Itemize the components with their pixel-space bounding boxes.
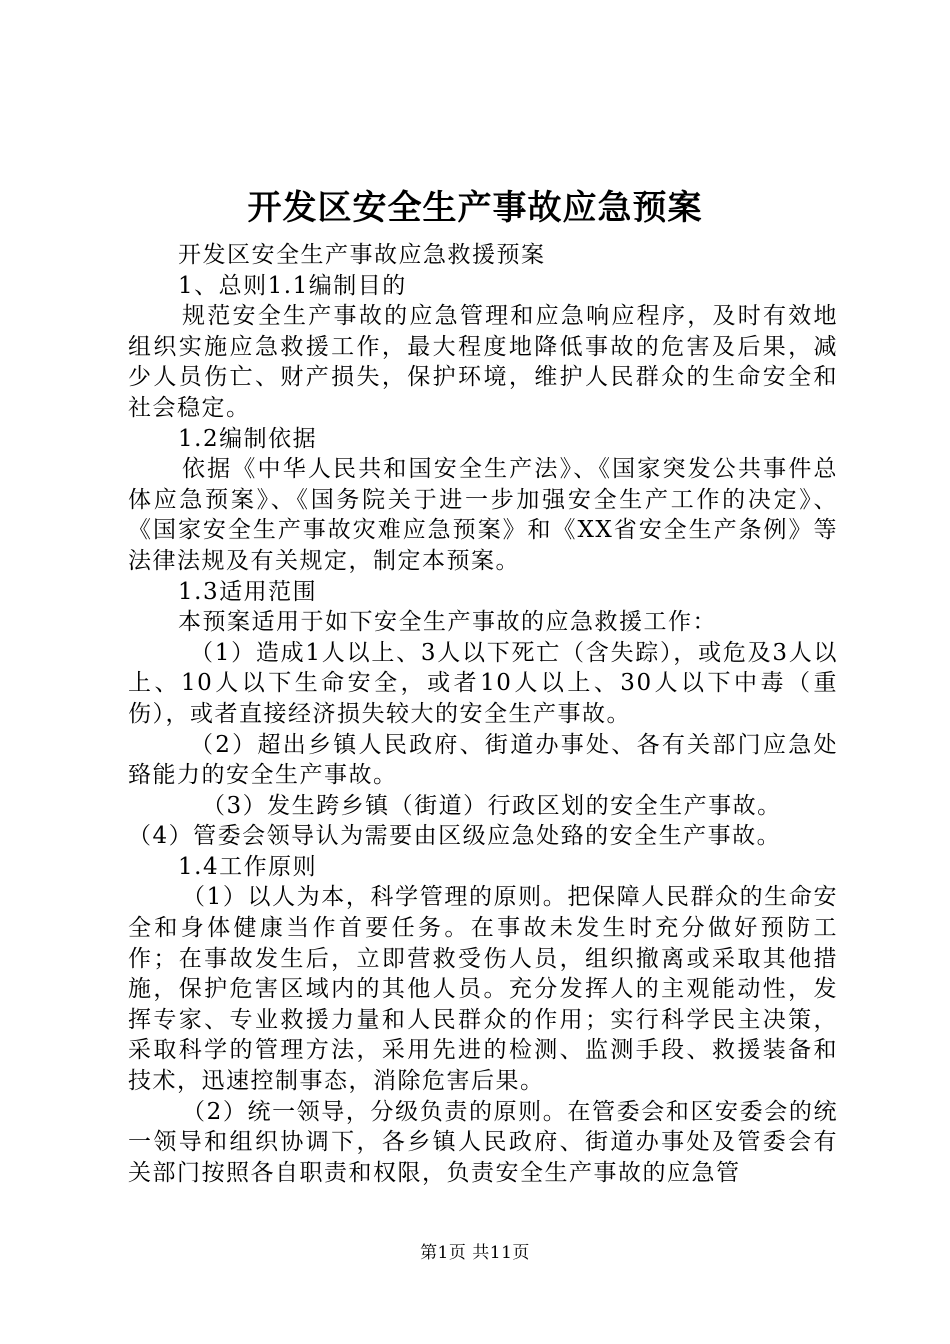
heading-principles: 1.4工作原则 <box>178 853 318 880</box>
page-footer: 第1页 共11页 <box>420 1243 530 1263</box>
paragraph-subtitle: 开发区安全生产事故应急救援预案 <box>178 242 546 268</box>
document-title: 开发区安全生产事故应急预案 <box>247 188 703 228</box>
paragraph-principle-2: （2）统一领导，分级负责的原则。在管委会和区安委会的统一领导和组织协调下，各乡镇人民政府、街道办事处及管委会有关部门按照各自职责和权限，负责安全生产事故的应急管 <box>128 1098 838 1186</box>
heading-basis: 1.2编制依据 <box>178 425 318 452</box>
paragraph-scope-item-4: （4）管委会领导认为需要由区级应急处臵的安全生产事故。 <box>128 823 782 850</box>
paragraph-principle-1: （1）以人为本，科学管理的原则。把保障人民群众的生命安全和身体健康当作首要任务。在事故未发生时充分做好预防工作；在事故发生后，立即营救受伤人员，组织撤离或采取其他措施，保护危害区域内的其他人员。充分发挥人的主观能动性，发挥专家、专业救援力量和人民群众的作用；实行科学民主决策，采取科学的管理方法，采用先进的检测、监测手段、救援装备和技术，迅速控制事态，消除危害后果。 <box>128 884 838 1095</box>
heading-general-purpose: 1、总则1.1编制目的 <box>178 272 407 299</box>
document-body <box>128 240 838 1188</box>
paragraph-scope-intro: 本预案适用于如下安全生产事故的应急救援工作： <box>178 609 717 636</box>
heading-scope: 1.3适用范围 <box>178 578 318 605</box>
paragraph-scope-item-3: （3）发生跨乡镇（街道）行政区划的安全生产事故。 <box>202 792 782 819</box>
paragraph-scope-item-2: （2）超出乡镇人民政府、街道办事处、各有关部门应急处臵能力的安全生产事故。 <box>128 731 838 789</box>
paragraph-scope-item-1: （1）造成1人以上、3人以下死亡（含失踪），或危及3人以上、10人以下生命安全，或者10人以上、30人以下中毒（重伤），或者直接经济损失较大的安全生产事故。 <box>128 639 838 727</box>
paragraph-purpose: 规范安全生产事故的应急管理和应急响应程序，及时有效地组织实施应急救援工作，最大程度地降低事故的危害及后果，减少人员伤亡、财产损失，保护环境，维护人民群众的生命安全和社会稳定。 <box>128 303 838 421</box>
paragraph-basis: 依据《中华人民共和国安全生产法》、《国家突发公共事件总体应急预案》、《国务院关于进一步加强安全生产工作的决定》、《国家安全生产事故灾难应急预案》和《XX省安全生产条例》等法律法规及有关规定，制定本预案。 <box>128 456 838 574</box>
